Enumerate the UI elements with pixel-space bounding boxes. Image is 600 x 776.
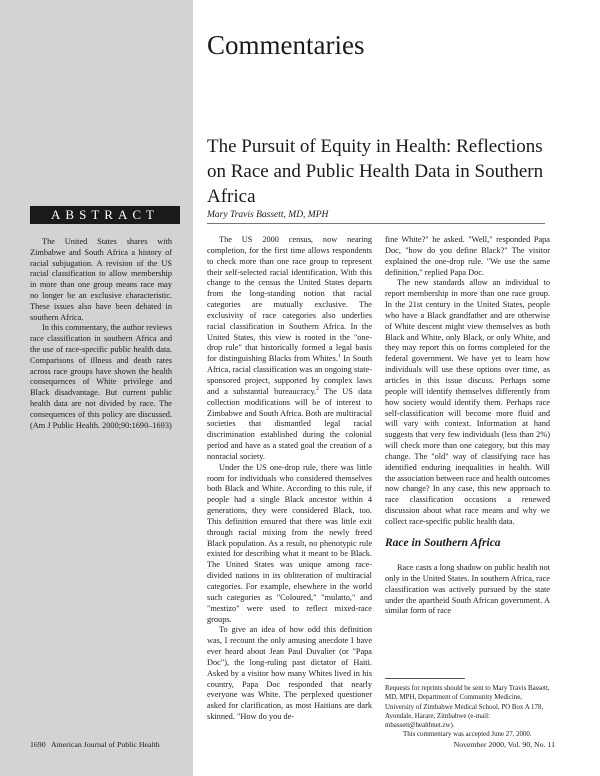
body-paragraph: Under the US one-drop rule, there was little room for individuals who considered themselves both Black and White. According to this rule, if people had a single Black ancestor within 4 generations, they were considered Black, too. This definition ensured that there was little exit through racial mixing from the newly freed Black population. As a result, no phenotypic rule existed for describing what it meant to be Black. The United States was unique among race-divided nations in its obliteration of multiracial categories. For example, elsewhere in the world such categories as "Coloured," "mulatto," and "mestizo" were used to reflect mixed-race groups. (207, 462, 372, 624)
footnote-accepted: This commentary was accepted June 27, 2000. (403, 731, 532, 739)
footnote (385, 684, 550, 740)
body-paragraph: To give an idea of how odd this definition was, I recount the only amusing anecdote I have ever heard about Jean Paul Duvalier (or "Papa Doc"), the long-ruling past dictator of Haiti. Asked by a visitor how many Whites lived in his country, Papa Doc responded that nearly everyone was White. The perplexed questioner asked for clarification, as most Haitians are dark skinned. "How do you de- (207, 625, 372, 722)
body-text: The US 2000 census, now nearing completion, for the first time allows respondents to check more than one race group to represent their self-selected racial identification. With this change to the census the United States departs from the long-standing notion that racial categories are mutually exclusive. The exclusivity of race categories also underlies racial classification in Southern Africa. In the United States, this view is rooted in the "one-drop rule" that historically formed a legal basis for distinguishing Blacks from Whites. (207, 235, 372, 364)
section-title: Commentaries (207, 30, 365, 60)
author-byline: Mary Travis Bassett, MD, MPH (207, 210, 329, 220)
body-paragraph: The new standards allow an individual to report membership in more than one race group. In the 21st century in the United States, people who have a Black grandfather and are otherwise of White descent might view themselves as both Black and White, only Black, or only White, and they may report this on forms completed for the federal government. We have yet to learn how individuals will use these options over time, as articles in this issue discuss. Perhaps some people will identify themselves differently from how society would identify them. Perhaps race self-classification will become more fluid and will vary with context. Information at hand suggests that very few individuals (less than 2%) will check more than one category, but this may change. The "old" way of classifying race has identified enduring inequalities in health. Will the association between race and health outcomes now change? In any case, this new approach to race classification occasions a renewed discussion about what race means and why we collect race-specific public health data. (385, 278, 550, 526)
abstract-paragraph: In this commentary, the author reviews race classification in southern Africa and the use of race-specific public health data. Comparisons of illness and death rates across race groups have shown the health consequences of White privilege and Black disadvantage. But current public health data are not divided by race. The consequences of this policy are discussed. (Am J Public Health. 2000;90:1690–1693) (30, 323, 172, 430)
body-column-2 (385, 235, 550, 528)
body-column-1 (207, 235, 372, 723)
title-divider (207, 223, 545, 224)
reference-marker: 2 (316, 386, 319, 393)
abstract-heading: ABSTRACT (30, 206, 180, 224)
body-paragraph: fine White?" he asked. "Well," responded Papa Doc, "how do you define Black?" The visitor explained the one-drop rule. "We use the same definition," replied Papa Doc. (385, 235, 550, 277)
footnote-divider (385, 678, 465, 679)
section-subheading: Race in Southern Africa (385, 537, 501, 549)
reference-marker: 1 (337, 353, 341, 360)
body-text: The US data collection modifications will be of interest to Zimbabwe and South Africa. Both are multiracial societies that dismantled legal racial discrimination established during the colonial period and have as a stated goal the creation of a nonracial society. (207, 386, 372, 461)
article-title: The Pursuit of Equity in Health: Reflections on Race and Public Health Data in Southern Africa (207, 136, 544, 207)
footnote-requests: Requests for reprints should be sent to Mary Travis Bassett, MD, MPH, Department of Community Medicine, University of Zimbabwe Medical School, PO Box A 178, Avondale, Harare, Zimbabwe (e-mail: mbassett@healthnet.zw). (385, 685, 550, 730)
body-paragraph: Race casts a long shadow on public health not only in the United States. In southern Africa, race classification was actively pursued by the state under the apartheid South African government. A similar form of race (385, 563, 550, 616)
abstract-text (30, 237, 172, 431)
page-footer-right: November 2000, Vol. 90, No. 11 (453, 740, 555, 749)
abstract-paragraph: The United States shares with Zimbabwe and South Africa a history of racial subjugation. A revision of the US racial classification to allow membership in more than one group means race may no longer be an exclusive characteristic. These issues also have been debated in southern Africa. (30, 237, 172, 322)
body-column-3 (385, 563, 550, 617)
body-paragraph (207, 235, 372, 463)
page-footer-left: 1690 American Journal of Public Health (30, 740, 160, 749)
body-text: In South Africa, racial classification was an ongoing state-sponsored project, supported by complex laws and a substantial bureaucracy. (207, 354, 372, 396)
